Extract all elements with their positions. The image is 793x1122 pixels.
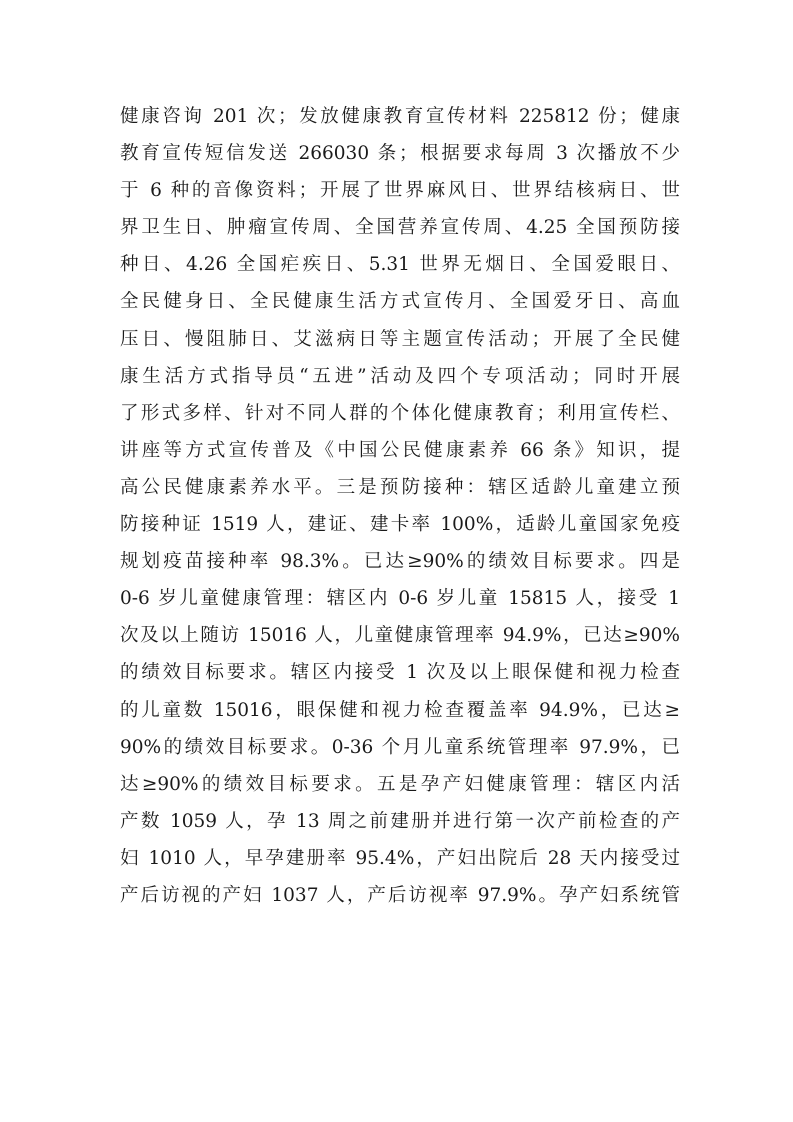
- text-line: 的绩效目标要求。辖区内接受 1 次及以上眼保健和视力检查: [120, 662, 680, 684]
- text-line: 达≥90%的绩效目标要求。五是孕产妇健康管理：辖区内活: [120, 773, 680, 795]
- text-line: 0-6 岁儿童健康管理：辖区内 0-6 岁儿童 15815 人，接受 1: [120, 588, 680, 610]
- text-line: 讲座等方式宣传普及《中国公民健康素养 66 条》知识，提: [120, 439, 680, 461]
- text-line: 防接种证 1519 人，建证、建卡率 100%，适龄儿童国家免疫: [120, 514, 680, 536]
- text-line: 的儿童数 15016，眼保健和视力检查覆盖率 94.9%，已达≥: [120, 699, 680, 721]
- text-line: 规划疫苗接种率 98.3%。已达≥90%的绩效目标要求。四是: [120, 551, 680, 573]
- text-line: 种日、4.26 全国疟疾日、5.31 世界无烟日、全国爱眼日、: [120, 254, 680, 276]
- body-paragraph: [120, 98, 680, 914]
- text-line: 康生活方式指导员“五进”活动及四个专项活动；同时开展: [120, 365, 680, 387]
- text-line: 健康咨询 201 次；发放健康教育宣传材料 225812 份；健康: [120, 106, 680, 127]
- text-line: 产数 1059 人，孕 13 周之前建册并进行第一次产前检查的产: [120, 810, 680, 832]
- text-line: 了形式多样、针对不同人群的个体化健康教育；利用宣传栏、: [120, 402, 680, 424]
- text-line: 于 6 种的音像资料；开展了世界麻风日、世界结核病日、世: [120, 180, 680, 202]
- text-line: 次及以上随访 15016 人，儿童健康管理率 94.9%，已达≥90%: [120, 625, 680, 647]
- text-line: 90%的绩效目标要求。0-36 个月儿童系统管理率 97.9%，已: [120, 736, 680, 758]
- text-line: 教育宣传短信发送 266030 条；根据要求每周 3 次播放不少: [120, 143, 680, 165]
- text-line: 高公民健康素养水平。三是预防接种：辖区适龄儿童建立预: [120, 476, 680, 498]
- text-line: 界卫生日、肿瘤宣传周、全国营养宣传周、4.25 全国预防接: [120, 217, 680, 239]
- text-line: 压日、慢阻肺日、艾滋病日等主题宣传活动；开展了全民健: [120, 328, 680, 350]
- text-line: 产后访视的产妇 1037 人，产后访视率 97.9%。孕产妇系统管: [120, 884, 680, 906]
- text-line: 妇 1010 人，早孕建册率 95.4%，产妇出院后 28 天内接受过: [120, 847, 680, 869]
- text-line: 全民健身日、全民健康生活方式宣传月、全国爱牙日、高血: [120, 291, 680, 313]
